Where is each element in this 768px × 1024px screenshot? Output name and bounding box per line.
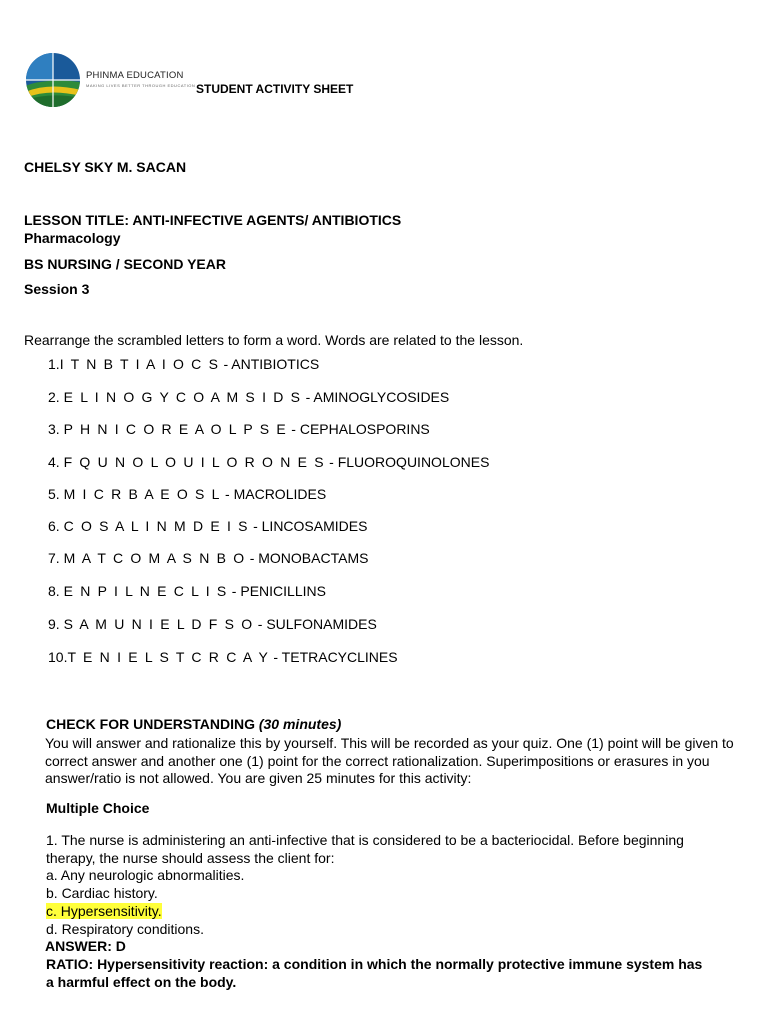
- subject: Pharmacology: [24, 230, 121, 246]
- logo-brand-text: PHINMA EDUCATION: [86, 70, 184, 81]
- choice-d: d. Respiratory conditions.: [46, 921, 204, 937]
- list-item: 9. S A M U N I E L D F S O - SULFONAMIDES: [48, 616, 377, 632]
- list-item: 1.I T N B T I A I O C S - ANTIBIOTICS: [48, 356, 320, 372]
- check-instructions: You will answer and rationalize this by yourself. This will be recorded as your quiz. One (1) point will be given to correct answer and another one (1) point for the correct rationalization. Superimpositions or erasures in you answer/ratio is not allowed. You are given 25 minutes for this activity:: [45, 735, 734, 786]
- list-item: 10.T E N I E L S T C R C A Y - TETRACYCLINES: [48, 649, 398, 665]
- program: BS NURSING / SECOND YEAR: [24, 256, 226, 272]
- choice-b: b. Cardiac history.: [46, 885, 158, 901]
- check-heading: CHECK FOR UNDERSTANDING (30 minutes): [46, 716, 342, 732]
- list-item: 5. M I C R B A E O S L - MACROLIDES: [48, 486, 327, 502]
- student-name: CHELSY SKY M. SACAN: [24, 159, 187, 175]
- section-title: Multiple Choice: [46, 800, 150, 816]
- scramble-instruction: Rearrange the scrambled letters to form a word. Words are related to the lesson.: [24, 332, 524, 348]
- choice-a: a. Any neurologic abnormalities.: [46, 867, 245, 883]
- logo-tagline: MAKING LIVES BETTER THROUGH EDUCATION: [86, 83, 196, 88]
- list-item: 2. E L I N O G Y C O A M S I D S - AMINOGLYCOSIDES: [48, 389, 450, 405]
- choice-c: c. Hypersensitivity.: [46, 903, 162, 919]
- answer-line: ANSWER: D: [45, 938, 126, 954]
- list-item: 8. E N P I L N E C L I S - PENICILLINS: [48, 583, 326, 599]
- lesson-title: LESSON TITLE: ANTI-INFECTIVE AGENTS/ ANTIBIOTICS: [24, 212, 402, 228]
- session: Session 3: [24, 281, 90, 297]
- list-item: 3. P H N I C O R E A O L P S E - CEPHALOSPORINS: [48, 421, 430, 437]
- sheet-title: STUDENT ACTIVITY SHEET: [196, 82, 354, 96]
- ratio-text: RATIO: Hypersensitivity reaction: a condition in which the normally protective immune system has a harmful effect on the body.: [46, 956, 703, 990]
- list-item: 7. M A T C O M A S N B O - MONOBACTAMS: [48, 550, 369, 566]
- question-text: 1. The nurse is administering an anti-infective that is considered to be a bacteriocidal. Before beginning therapy, the nurse should assess the client for:: [46, 832, 684, 866]
- list-item: 4. F Q U N O L O U I L O R O N E S - FLUOROQUINOLONES: [48, 454, 490, 470]
- list-item: 6. C O S A L I N M D E I S - LINCOSAMIDES: [48, 518, 368, 534]
- phinma-logo-icon: [25, 52, 81, 108]
